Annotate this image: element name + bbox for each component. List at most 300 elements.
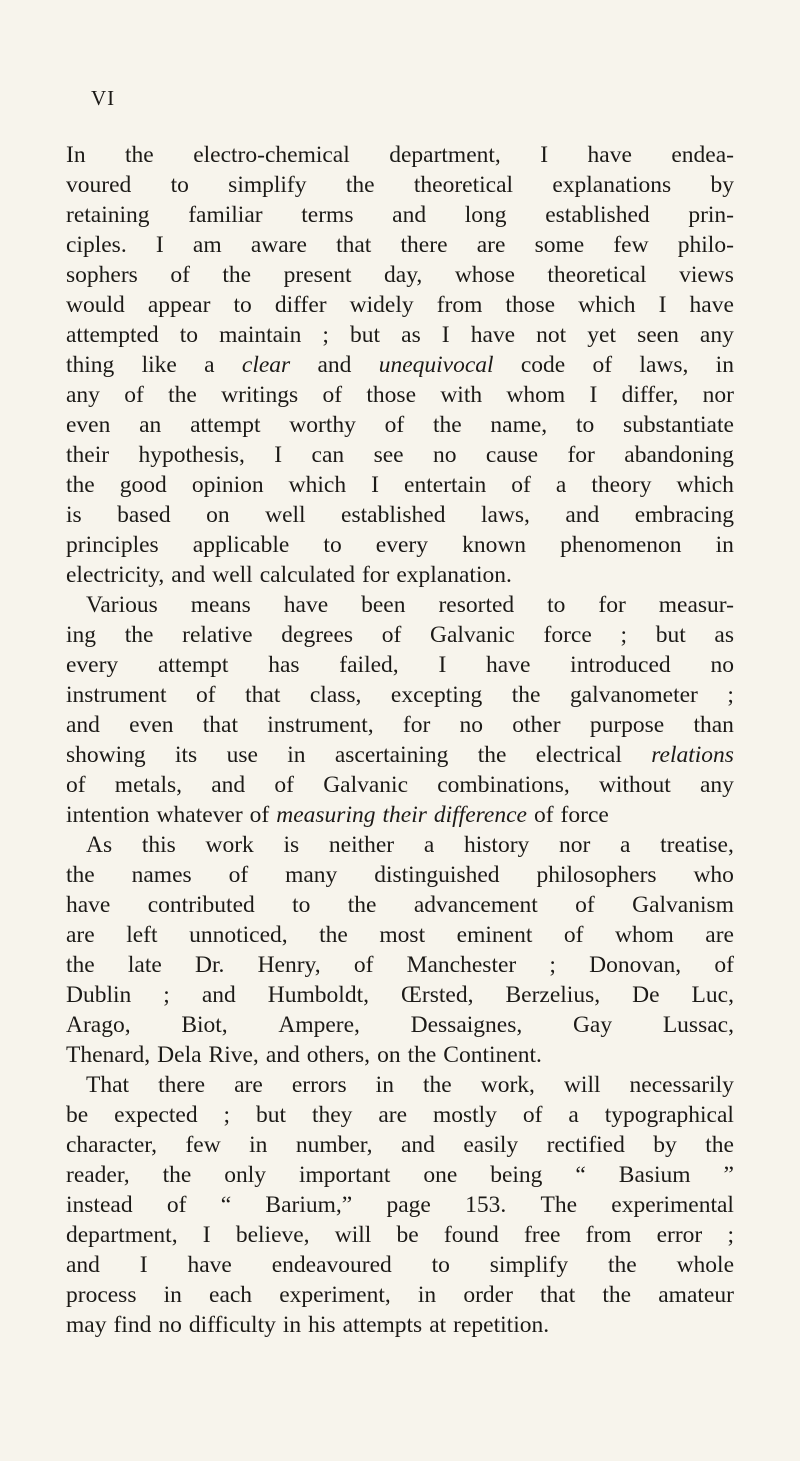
word: hypothesis, — [138, 442, 245, 468]
word: for — [598, 592, 626, 618]
word: work — [205, 832, 254, 858]
word: the — [124, 622, 154, 648]
word: thing — [66, 352, 115, 378]
word: relations — [651, 742, 734, 768]
word: electrical — [535, 742, 622, 768]
word: page — [386, 1192, 431, 1218]
text-line — [66, 560, 734, 590]
word: long — [464, 202, 507, 228]
word: well — [265, 502, 306, 528]
word: to — [292, 892, 311, 918]
text-line — [66, 830, 734, 860]
word: endeavoured — [271, 1252, 392, 1278]
word: at — [429, 1312, 447, 1338]
word: present — [283, 262, 352, 288]
word: few — [613, 232, 649, 258]
word: the — [432, 412, 462, 438]
word: most — [379, 922, 426, 948]
text-line — [66, 170, 734, 200]
word: have — [587, 142, 632, 168]
word: which — [288, 472, 347, 498]
word: any — [66, 382, 100, 408]
word: degrees — [281, 622, 354, 648]
word: a — [620, 832, 631, 858]
word: the — [319, 922, 348, 948]
word: appear — [147, 292, 211, 318]
word: Gay — [572, 1012, 613, 1038]
word: is — [66, 502, 82, 528]
word: difference — [433, 802, 527, 828]
word: an — [139, 412, 162, 438]
word: based — [117, 502, 171, 528]
word: the — [222, 262, 252, 288]
word: to — [431, 1252, 450, 1278]
word: class, — [309, 682, 362, 708]
word: Galvanic — [430, 622, 515, 648]
word: being — [490, 1162, 543, 1188]
word: ; — [727, 682, 734, 708]
word: attempt — [190, 412, 261, 438]
word: ; — [620, 622, 627, 648]
word: from — [436, 292, 483, 318]
word: whom — [506, 382, 566, 408]
word: and — [66, 1252, 100, 1278]
word: the — [607, 1252, 637, 1278]
word: Galvanism — [632, 892, 734, 918]
word: the — [477, 742, 507, 768]
word: laws, — [639, 352, 689, 378]
word: experimental — [611, 1192, 734, 1218]
word: instrument, — [267, 712, 374, 738]
word: clear — [241, 352, 291, 378]
word: measuring — [276, 802, 376, 828]
word: seen — [637, 322, 679, 348]
word: views — [679, 262, 734, 288]
word: of — [575, 892, 595, 918]
word: the — [705, 1132, 734, 1158]
word: in — [163, 1282, 182, 1308]
text-line — [66, 620, 734, 650]
word: difficulty — [188, 1312, 276, 1338]
word: ciples. — [66, 232, 127, 258]
word: is — [283, 832, 300, 858]
word: in — [249, 1132, 268, 1158]
word: of — [322, 382, 343, 408]
word: ” — [723, 1162, 734, 1188]
body-text — [66, 140, 734, 1340]
word: ; — [223, 1102, 231, 1128]
word: which — [578, 292, 636, 318]
word: force — [560, 802, 609, 828]
text-line — [66, 350, 734, 380]
word: showing — [66, 742, 146, 768]
word: Henry, — [257, 952, 321, 978]
word: the — [602, 1282, 632, 1308]
word: their — [382, 802, 427, 828]
word: I — [202, 1222, 211, 1248]
word: have — [689, 292, 734, 318]
word: in — [375, 1072, 394, 1098]
word: of — [384, 412, 405, 438]
word: some — [534, 232, 585, 258]
word: on — [377, 1042, 401, 1068]
word: error — [656, 1222, 703, 1248]
word: any — [699, 772, 734, 798]
word: of — [166, 1192, 187, 1218]
word: and — [265, 1042, 300, 1068]
word: important — [299, 1162, 391, 1188]
word: explanations — [552, 172, 672, 198]
word: but — [655, 622, 686, 648]
word: that — [245, 682, 281, 708]
word: aware — [250, 232, 307, 258]
word: ascertaining — [334, 742, 449, 768]
word: retaining — [66, 202, 150, 228]
word: the — [162, 1162, 192, 1188]
word: and — [211, 772, 246, 798]
word: whole — [676, 1252, 734, 1278]
word: “ — [575, 1162, 586, 1188]
text-line — [66, 980, 734, 1010]
word: history — [463, 832, 530, 858]
word: from — [585, 1222, 632, 1248]
word: instrument — [66, 682, 167, 708]
word: electro-chemical — [193, 142, 350, 168]
word: late — [127, 952, 162, 978]
word: that — [336, 232, 372, 258]
word: in — [287, 742, 306, 768]
word: eminent — [456, 922, 533, 948]
word: work, — [480, 1072, 535, 1098]
word: Lussac, — [662, 1012, 734, 1038]
word: that — [202, 712, 239, 738]
word: Various — [86, 592, 158, 618]
word: are — [234, 1072, 263, 1098]
word: the — [511, 682, 541, 708]
word: character, — [66, 1132, 158, 1158]
text-line — [66, 680, 734, 710]
word: to — [179, 322, 199, 348]
word: I — [371, 472, 379, 498]
word: attempts — [342, 1312, 423, 1338]
word: has — [268, 652, 300, 678]
word: relative — [182, 622, 253, 648]
word: its — [175, 742, 198, 768]
word: not — [536, 322, 567, 348]
word: to — [547, 592, 566, 618]
word: of — [511, 472, 531, 498]
word: will — [334, 1222, 372, 1248]
word: of — [522, 1102, 543, 1128]
word: have — [66, 892, 111, 918]
word: Biot, — [181, 1012, 228, 1038]
word: repetition. — [453, 1312, 550, 1338]
word: yet — [587, 322, 616, 348]
word: cause — [485, 442, 539, 468]
word: the — [347, 892, 377, 918]
text-line — [66, 470, 734, 500]
word: without — [598, 772, 671, 798]
word: I — [155, 232, 164, 258]
text-line — [66, 650, 734, 680]
word: theoretical — [413, 172, 514, 198]
word: his — [308, 1312, 336, 1338]
word: established — [545, 202, 650, 228]
word: unnoticed, — [189, 922, 288, 948]
text-line — [66, 1250, 734, 1280]
word: I — [441, 322, 450, 348]
word: only — [224, 1162, 267, 1188]
word: but — [350, 322, 381, 348]
word: and — [317, 352, 352, 378]
word: familiar — [188, 202, 263, 228]
word: metals, — [114, 772, 183, 798]
text-line — [66, 380, 734, 410]
word: a — [555, 472, 567, 498]
word: been — [361, 592, 406, 618]
word: of — [228, 862, 249, 888]
word: Dr. — [195, 952, 225, 978]
word: to — [323, 532, 342, 558]
word: ; — [322, 322, 329, 348]
word: of — [533, 802, 554, 828]
text-line — [66, 710, 734, 740]
word: have — [486, 652, 531, 678]
word: for — [361, 562, 390, 588]
word: Humboldt, — [267, 982, 369, 1008]
word: contributed — [147, 892, 255, 918]
word: theoretical — [547, 262, 647, 288]
word: neither — [328, 832, 395, 858]
word: Arago, — [66, 1012, 131, 1038]
word: principles — [66, 532, 159, 558]
word: phenomenon — [560, 532, 682, 558]
word: endea- — [671, 142, 734, 168]
word: “ — [220, 1192, 232, 1218]
word: I — [139, 1252, 148, 1278]
word: Thenard, — [66, 1042, 151, 1068]
word: left — [126, 922, 158, 948]
word: the — [66, 862, 95, 888]
word: mostly — [432, 1102, 497, 1128]
word: theory — [591, 472, 652, 498]
word: philo- — [677, 232, 734, 258]
word: I — [658, 292, 667, 318]
text-line — [66, 1100, 734, 1130]
word: as — [714, 622, 734, 648]
word: Berzelius, — [505, 982, 601, 1008]
word: I — [540, 142, 549, 168]
word: widely — [349, 292, 414, 318]
text-line — [66, 140, 734, 170]
word: ing — [66, 622, 97, 648]
word: on — [206, 502, 230, 528]
word: voured — [66, 172, 132, 198]
word: instead — [66, 1192, 133, 1218]
word: errors — [291, 1072, 347, 1098]
word: whose — [454, 262, 515, 288]
word: a — [204, 352, 215, 378]
text-line — [66, 740, 734, 770]
word: and — [171, 562, 206, 588]
text-line — [66, 200, 734, 230]
word: than — [693, 712, 734, 738]
word: like — [141, 352, 177, 378]
word: unequivocal — [378, 352, 494, 378]
text-line — [66, 410, 734, 440]
text-line — [66, 1310, 734, 1340]
word: of — [274, 772, 294, 798]
word: the — [125, 142, 154, 168]
word: galvanometer — [570, 682, 698, 708]
word: sophers — [66, 262, 138, 288]
word: known — [462, 532, 527, 558]
text-line — [66, 590, 734, 620]
word: Galvanic — [323, 772, 409, 798]
word: by — [653, 1132, 677, 1158]
word: find — [113, 1312, 152, 1338]
word: department, — [389, 142, 501, 168]
word: explanation. — [396, 562, 512, 588]
word: worthy — [289, 412, 356, 438]
text-line — [66, 890, 734, 920]
word: Basium — [618, 1162, 691, 1188]
word: the — [407, 1042, 437, 1068]
word: and — [66, 712, 100, 738]
word: nor — [558, 832, 591, 858]
text-line — [66, 770, 734, 800]
text-line — [66, 1190, 734, 1220]
word: many — [285, 862, 338, 888]
word: good — [119, 472, 167, 498]
word: abandoning — [624, 442, 734, 468]
word: will — [563, 1072, 601, 1098]
word: In — [66, 142, 86, 168]
word: to — [575, 412, 595, 438]
word: who — [693, 862, 734, 888]
word: laws, — [480, 502, 530, 528]
word: ; — [163, 982, 170, 1008]
word: each — [209, 1282, 253, 1308]
text-line — [66, 320, 734, 350]
word: in — [715, 352, 734, 378]
word: Continent. — [443, 1042, 542, 1068]
word: number, — [295, 1132, 373, 1158]
text-line — [66, 800, 734, 830]
word: established — [341, 502, 446, 528]
word: ; — [549, 952, 556, 978]
word: calculated — [259, 562, 355, 588]
word: of — [170, 262, 190, 288]
word: that — [540, 1282, 576, 1308]
word: found — [443, 1222, 499, 1248]
word: other — [512, 712, 561, 738]
text-line — [66, 860, 734, 890]
word: Dublin — [66, 982, 132, 1008]
word: to — [170, 172, 189, 198]
word: means — [190, 592, 251, 618]
word: 153. — [465, 1192, 507, 1218]
word: Donovan, — [589, 952, 682, 978]
word: Luc, — [691, 982, 734, 1008]
word: measur- — [658, 592, 734, 618]
word: would — [66, 292, 125, 318]
word: simplify — [489, 1252, 569, 1278]
word: Œrsted, — [401, 982, 474, 1008]
word: of — [196, 682, 216, 708]
word: of — [381, 622, 402, 648]
word: have — [470, 322, 516, 348]
word: distinguished — [374, 862, 500, 888]
word: of — [66, 772, 86, 798]
word: Barium,” — [265, 1192, 353, 1218]
word: for — [402, 712, 431, 738]
word: I — [438, 652, 447, 678]
word: name, — [490, 412, 548, 438]
word: others, — [306, 1042, 371, 1068]
word: a — [568, 1102, 579, 1128]
word: few — [185, 1132, 221, 1158]
text-line — [66, 290, 734, 320]
word: any — [699, 322, 734, 348]
word: order — [463, 1282, 513, 1308]
word: force — [543, 622, 592, 648]
word: for — [567, 442, 595, 468]
word: code — [520, 352, 566, 378]
word: there — [158, 1072, 206, 1098]
word: reader, — [66, 1162, 130, 1188]
word: philosophers — [536, 862, 657, 888]
word: nor — [702, 382, 734, 408]
word: well — [212, 562, 253, 588]
word: the — [422, 1072, 452, 1098]
word: of — [124, 382, 144, 408]
word: As — [86, 832, 113, 858]
text-line — [66, 1070, 734, 1100]
word: whom — [615, 922, 674, 948]
word: day, — [384, 262, 423, 288]
word: their — [66, 442, 110, 468]
word: to — [233, 292, 252, 318]
word: process — [66, 1282, 137, 1308]
word: whatever — [156, 802, 243, 828]
word: by — [710, 172, 734, 198]
word: purpose — [589, 712, 665, 738]
word: with — [440, 382, 483, 408]
word: applicable — [192, 532, 290, 558]
text-line — [66, 920, 734, 950]
word: see — [373, 442, 404, 468]
text-line — [66, 1010, 734, 1040]
word: and — [201, 982, 236, 1008]
word: of — [714, 952, 734, 978]
word: Ampere, — [278, 1012, 360, 1038]
text-line — [66, 950, 734, 980]
word: That — [86, 1072, 130, 1098]
word: the — [345, 172, 375, 198]
word: typographical — [604, 1102, 734, 1128]
word: entertain — [404, 472, 487, 498]
word: combinations, — [437, 772, 570, 798]
word: resorted — [438, 592, 515, 618]
word: those — [505, 292, 556, 318]
word: intention — [66, 802, 150, 828]
word: may — [66, 1312, 107, 1338]
word: of — [353, 952, 374, 978]
word: which — [676, 472, 734, 498]
word: but — [256, 1102, 287, 1128]
word: The — [540, 1192, 578, 1218]
